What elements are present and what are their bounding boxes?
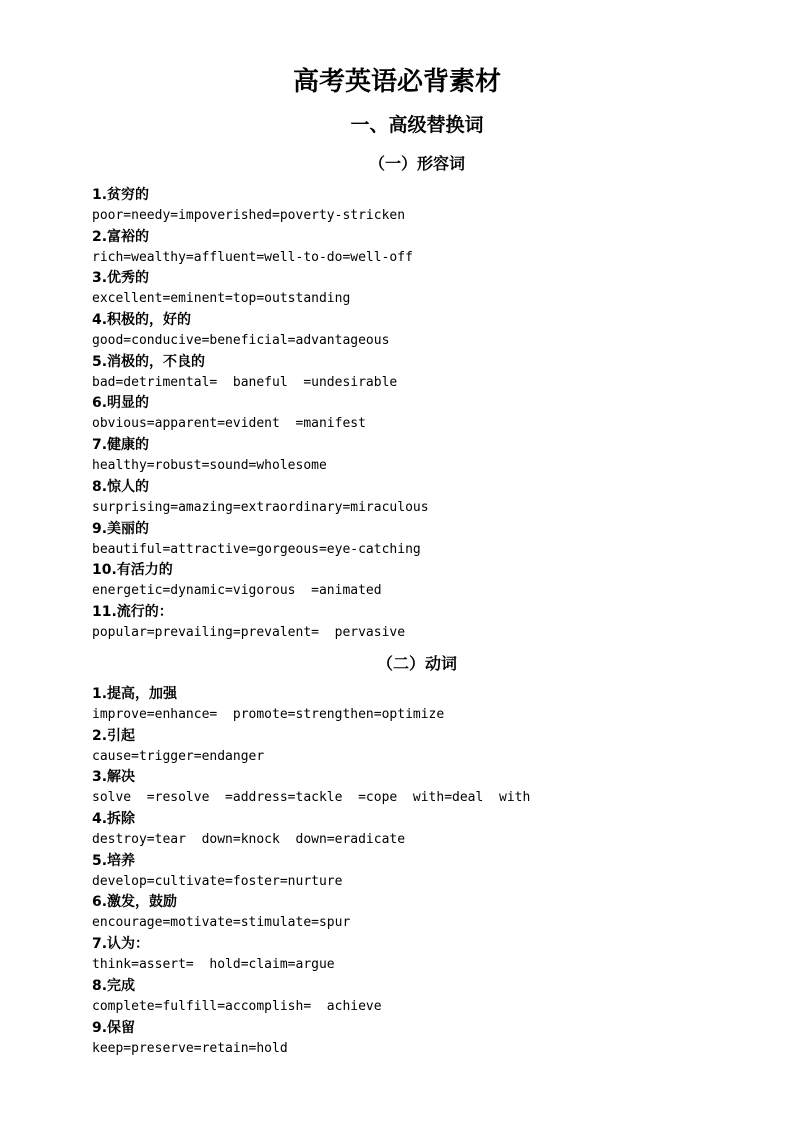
- list-item: [92, 185, 772, 227]
- entry-synonyms: healthy=robust=sound=wholesome: [92, 458, 327, 474]
- list-item: [92, 519, 772, 561]
- entry-heading: 10.有活力的: [92, 562, 173, 579]
- entry-synonyms: cause=trigger=endanger: [92, 748, 265, 764]
- entry-synonyms: obvious=apparent=evident =manifest: [92, 416, 366, 432]
- entry-heading: 9.美丽的: [92, 520, 150, 537]
- entry-heading: 6.激发，鼓励: [92, 894, 178, 911]
- entry-heading: 3.解决: [92, 769, 136, 786]
- list-item: [92, 892, 772, 934]
- list-item: [92, 934, 772, 976]
- entry-heading: 4.拆除: [92, 811, 136, 828]
- list-item: [92, 435, 772, 477]
- entry-synonyms: energetic=dynamic=vigorous =animated: [92, 583, 382, 599]
- entry-synonyms: keep=preserve=retain=hold: [92, 1040, 288, 1056]
- entry-heading: 11.流行的：: [92, 603, 173, 620]
- list-item: [92, 268, 772, 310]
- list-item: [92, 560, 772, 602]
- list-item: [92, 976, 772, 1018]
- entry-heading: 6.明显的: [92, 395, 150, 412]
- list-item: [92, 726, 772, 768]
- entry-synonyms: beautiful=attractive=gorgeous=eye-catching: [92, 541, 421, 557]
- list-item: [92, 310, 772, 352]
- entry-heading: 2.富裕的: [92, 228, 150, 245]
- list-item: [92, 352, 772, 394]
- entry-heading: 8.完成: [92, 977, 136, 994]
- entry-synonyms: think=assert= hold=claim=argue: [92, 957, 335, 973]
- entry-heading: 4.积极的，好的: [92, 312, 192, 329]
- entry-heading: 7.健康的: [92, 437, 150, 454]
- entry-synonyms: poor=needy=impoverished=poverty-stricken: [92, 208, 406, 223]
- entry-heading: 1.贫穷的: [92, 187, 150, 203]
- entry-synonyms: good=conducive=beneficial=advantageous: [92, 333, 390, 349]
- list-item: [92, 602, 772, 644]
- document-subtitle: 一、高级替换词: [350, 114, 484, 136]
- entry-synonyms: rich=wealthy=affluent=well-to-do=well-off: [92, 249, 413, 265]
- entry-list-verbs: [92, 684, 772, 1059]
- entry-synonyms: excellent=eminent=top=outstanding: [92, 291, 351, 307]
- entry-heading: 2.引起: [92, 727, 136, 744]
- entry-synonyms: solve =resolve =address=tackle =cope with=deal with: [92, 790, 531, 806]
- list-item: [92, 809, 772, 851]
- list-item: [92, 227, 772, 269]
- list-item: [92, 767, 772, 809]
- list-item: [92, 1018, 772, 1060]
- entry-synonyms: develop=cultivate=foster=nurture: [92, 873, 343, 889]
- entry-synonyms: bad=detrimental= baneful =undesirable: [92, 374, 398, 390]
- entry-synonyms: improve=enhance= promote=strengthen=optimize: [92, 707, 445, 722]
- document-title: 高考英语必背素材: [292, 67, 501, 97]
- entry-heading: 5.消极的，不良的: [92, 353, 206, 370]
- list-item: [92, 851, 772, 893]
- entry-heading: 5.培养: [92, 852, 136, 869]
- entry-synonyms: destroy=tear down=knock down=eradicate: [92, 832, 406, 848]
- entry-heading: 8.惊人的: [92, 478, 150, 495]
- entry-synonyms: encourage=motivate=stimulate=spur: [92, 915, 351, 931]
- entry-synonyms: complete=fulfill=accomplish= achieve: [92, 998, 382, 1014]
- entry-heading: 9.保留: [92, 1019, 136, 1036]
- entry-synonyms: surprising=amazing=extraordinary=miraculous: [92, 499, 429, 515]
- entry-heading: 1.提高，加强: [92, 686, 178, 702]
- entry-list-adjectives: [92, 185, 772, 644]
- entry-synonyms: popular=prevailing=prevalent= pervasive: [92, 624, 406, 640]
- list-item: [92, 684, 772, 726]
- entry-heading: 7.认为：: [92, 936, 150, 953]
- entry-heading: 3.优秀的: [92, 270, 150, 287]
- section-heading-adjectives: （一）形容词: [368, 154, 465, 173]
- list-item: [92, 393, 772, 435]
- section-heading-verbs: （二）动词: [376, 654, 457, 673]
- list-item: [92, 477, 772, 519]
